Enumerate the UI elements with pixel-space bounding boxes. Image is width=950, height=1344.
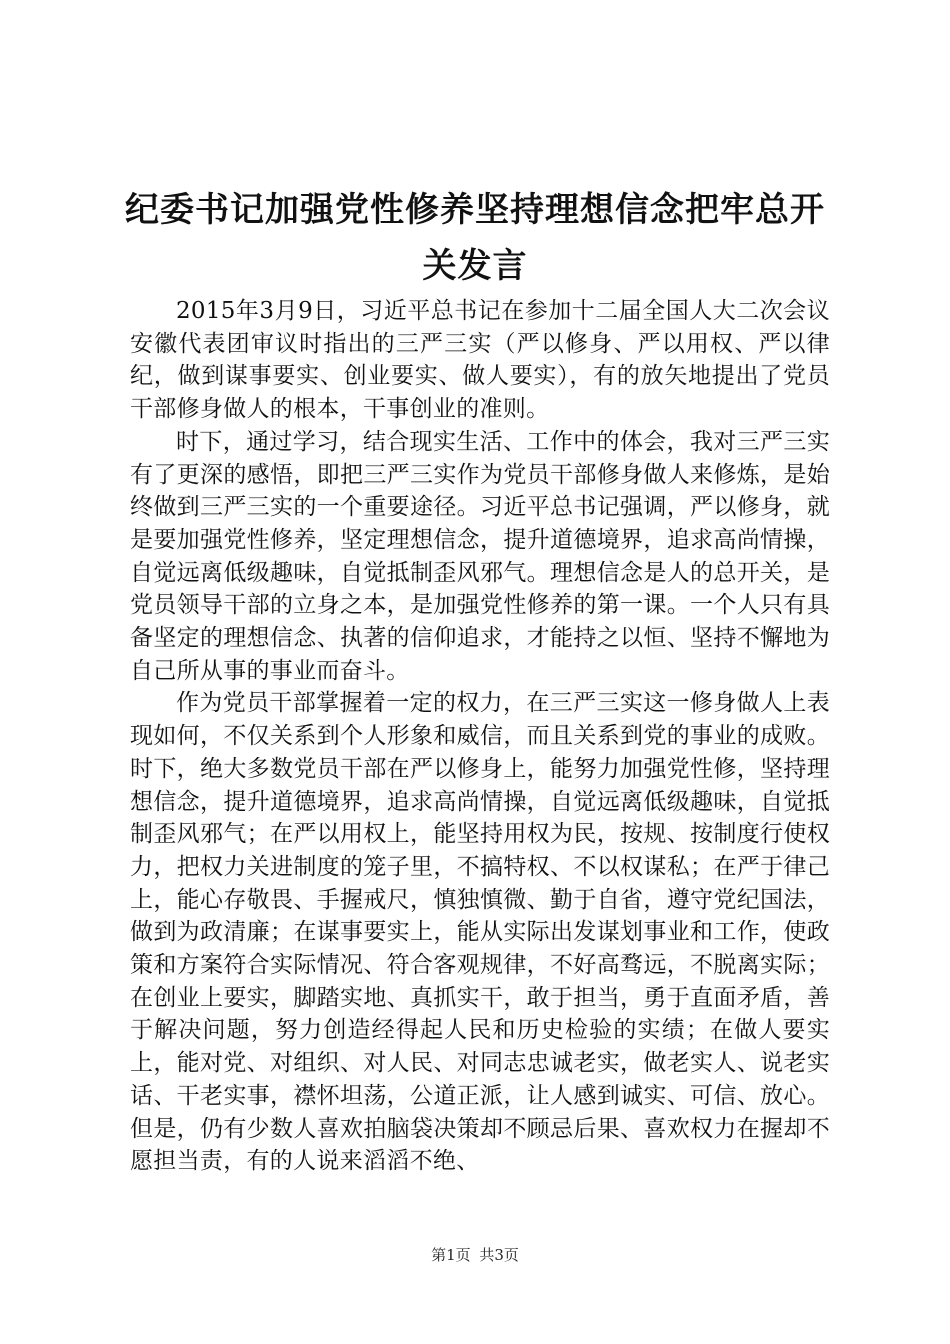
page-footer <box>0 1244 950 1265</box>
paragraph-2: 时下，通过学习，结合现实生活、工作中的体会，我对三严三实有了更深的感悟，即把三严三实作为党员干部修身做人来修炼，是始终做到三严三实的一个重要途径。习近平总书记强调，严以修身，就是要加强党性修养，坚定理想信念，提升道德境界，追求高尚情操，自觉远离低级趣味，自觉抵制歪风邪气。理想信念是人的总开关，是党员领导干部的立身之本，是加强党性修养的第一课。一个人只有具备坚定的理想信念、执著的信仰追求，才能持之以恒、坚持不懈地为自己所从事的事业而奋斗。 <box>130 428 830 684</box>
page-number: 第1页 <box>431 1246 471 1264</box>
document-title: 纪委书记加强党性修养坚持理想信念把牢总开关发言 <box>125 190 825 286</box>
paragraph-1: 2015年3月9日，习近平总书记在参加十二届全国人大二次会议安徽代表团审议时指出的三严三实（严以修身、严以用权、严以律纪，做到谋事要实、创业要实、做人要实），有的放矢地提出了党员干部修身做人的根本，干事创业的准则。 <box>130 298 830 423</box>
page-total: 共3页 <box>479 1246 519 1264</box>
document-body <box>130 295 830 1178</box>
paragraph-3: 作为党员干部掌握着一定的权力，在三严三实这一修身做人上表现如何，不仅关系到个人形象和威信，而且关系到党的事业的成败。时下，绝大多数党员干部在严以修身上，能努力加强党性修，坚持理想信念，提升道德境界，追求高尚情操，自觉远离低级趣味，自觉抵制歪风邪气；在严以用权上，能坚持用权为民，按规、按制度行使权力，把权力关进制度的笼子里，不搞特权、不以权谋私；在严于律己上，能心存敬畏、手握戒尺，慎独慎微、勤于自省，遵守党纪国法，做到为政清廉；在谋事要实上，能从实际出发谋划事业和工作，使政策和方案符合实际情况、符合客观规律，不好高骛远，不脱离实际；在创业上要实，脚踏实地、真抓实干，敢于担当，勇于直面矛盾，善于解决问题，努力创造经得起人民和历史检验的实绩；在做人要实上，能对党、对组织、对人民、对同志忠诚老实，做老实人、说老实话、干老实事，襟怀坦荡，公道正派，让人感到诚实、可信、放心。但是，仍有少数人喜欢拍脑袋决策却不顾忌后果、喜欢权力在握却不愿担当责，有的人说来滔滔不绝、 <box>130 690 830 1175</box>
